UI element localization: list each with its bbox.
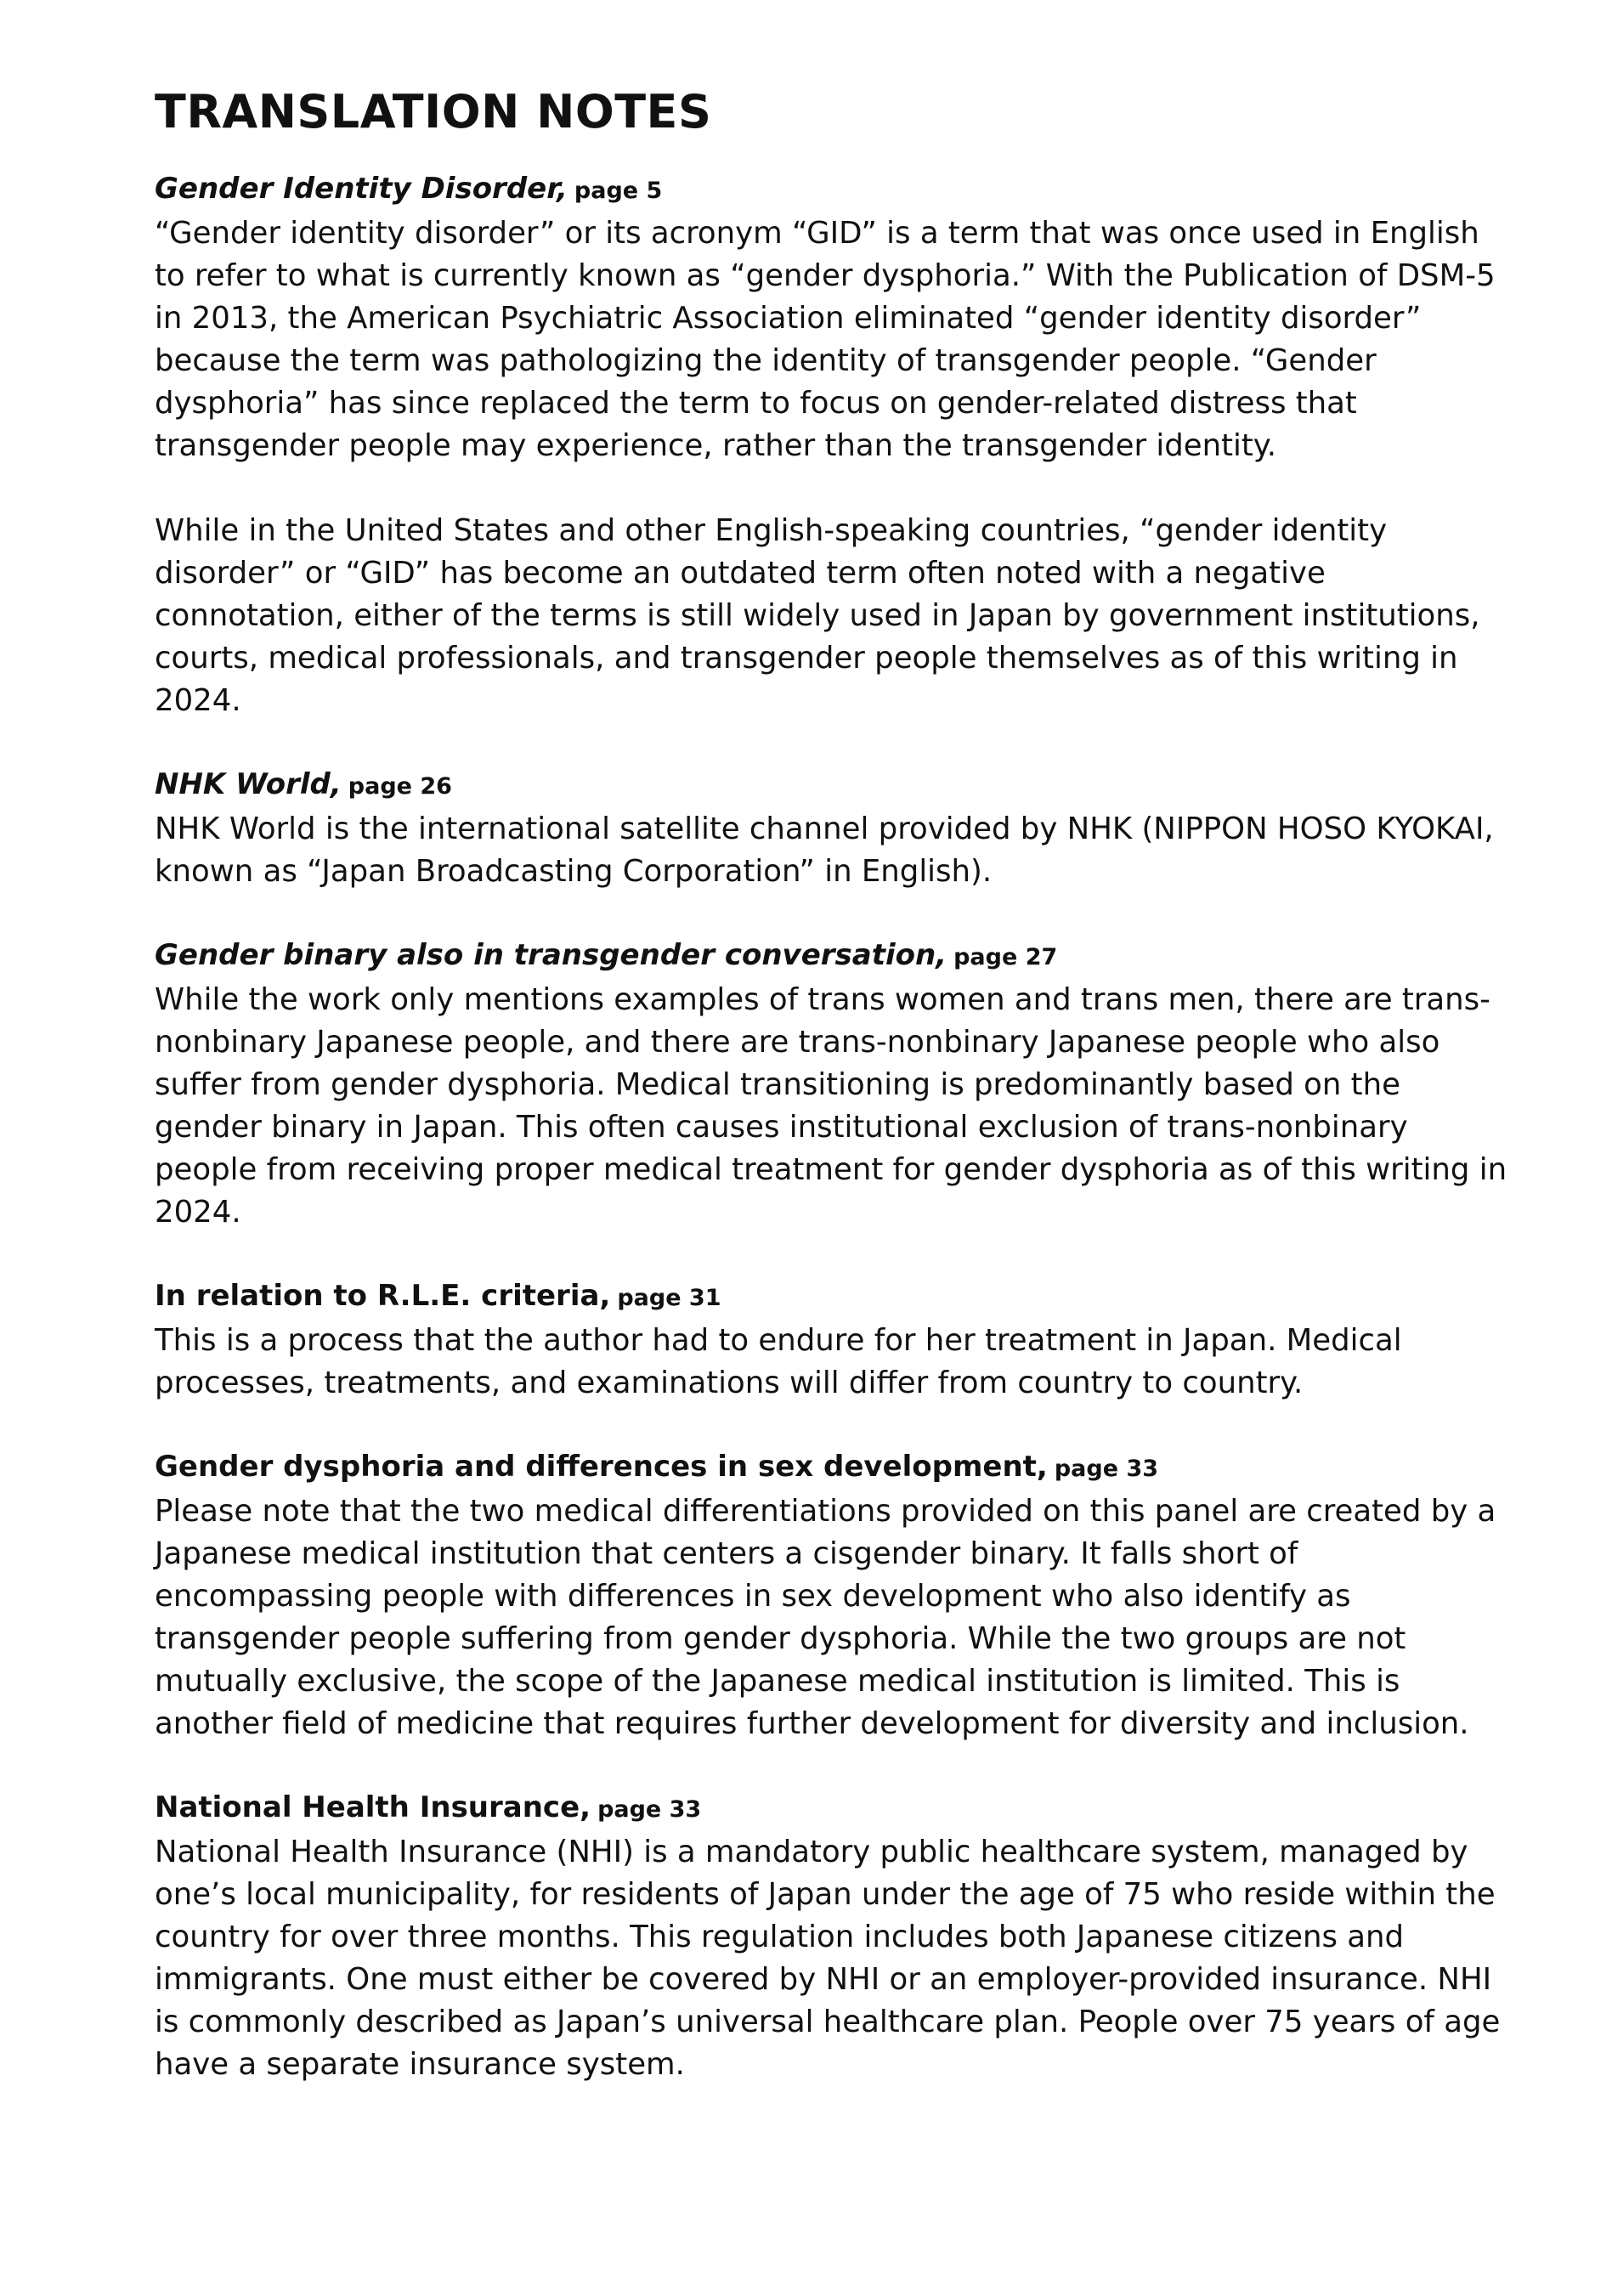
note-term: Gender Identity Disorder, — [155, 171, 568, 206]
note-paragraph: While the work only mentions examples of trans women and trans men, there are trans-nonbinary Japanese people, and there are trans-nonbinary Japanese people who also suffer from gender dysphoria. Medical transitioning is predominantly based on the gender binary in Japan. This often causes institutional exclusion of trans-nonbinary people from receiving proper medical treatment for gender dysphoria as of this writing in 2024. — [155, 981, 1507, 1230]
note-rle-criteria — [155, 1275, 1514, 1405]
note-gender-identity-disorder — [155, 167, 1514, 722]
note-page-ref: page 33 — [1054, 1455, 1159, 1482]
note-heading — [155, 1275, 1514, 1320]
note-term: NHK World, — [155, 766, 342, 801]
note-term: In relation to R.L.E. criteria, — [155, 1278, 611, 1313]
note-page-ref: page 27 — [953, 943, 1058, 970]
note-paragraph: “Gender identity disorder” or its acronym “GID” is a term that was once used in English to refer to what is currently known as “gender dysphoria.” With the Publication of DSM-5 in 2013, the American Psychiatric Association eliminated “gender identity disorder” because the term was pathologizing the identity of transgender people. “Gender dysphoria” has since replaced the term to focus on gender-related distress that transgender people may experience, rather than the transgender identity. — [155, 215, 1496, 463]
note-paragraph: National Health Insurance (NHI) is a mandatory public healthcare system, managed by one’s local municipality, for residents of Japan under the age of 75 who reside within the country for over three months. This regulation includes both Japanese citizens and immigrants. One must either be covered by NHI or an employer-provided insurance. NHI is commonly described as Japan’s universal healthcare plan. People over 75 years of age have a separate insurance system. — [155, 1834, 1501, 2082]
note-gender-dysphoria-dsd — [155, 1445, 1514, 1745]
note-page-ref: page 33 — [597, 1796, 702, 1823]
note-gender-binary — [155, 934, 1514, 1234]
note-page-ref: page 5 — [574, 177, 663, 204]
note-term: National Health Insurance, — [155, 1790, 591, 1824]
page-title: TRANSLATION NOTES — [155, 85, 712, 139]
note-page-ref: page 26 — [348, 772, 452, 800]
translation-notes-page — [155, 85, 1514, 2127]
note-paragraph: NHK World is the international satellite channel provided by NHK (NIPPON HOSO KYOKAI, known as “Japan Broadcasting Corporation” in English). — [155, 811, 1494, 889]
note-national-health-insurance — [155, 1786, 1514, 2086]
note-heading — [155, 934, 1514, 979]
note-term: Gender binary also in transgender conversation, — [155, 937, 947, 972]
note-heading — [155, 763, 1514, 808]
note-nhk-world — [155, 763, 1514, 893]
note-paragraph: Please note that the two medical differentiations provided on this panel are created by a Japanese medical institution that centers a cisgender binary. It falls short of encompassing people with differences in sex development who also identify as transgender people suffering from gender dysphoria. While the two groups are not mutually exclusive, the scope of the Japanese medical institution is limited. This is another field of medicine that requires further development for diversity and inclusion. — [155, 1493, 1496, 1741]
note-heading — [155, 1445, 1514, 1490]
note-term: Gender dysphoria and differences in sex development, — [155, 1449, 1048, 1484]
note-heading — [155, 1786, 1514, 1831]
note-paragraph: This is a process that the author had to endure for her treatment in Japan. Medical processes, treatments, and examinations will differ from country to country. — [155, 1322, 1402, 1400]
note-heading — [155, 167, 1514, 212]
note-page-ref: page 31 — [617, 1284, 721, 1311]
note-paragraph: While in the United States and other English-speaking countries, “gender identity disorder” or “GID” has become an outdated term often noted with a negative connotation, either of the terms is still widely used in Japan by government institutions, courts, medical professionals, and transgender people themselves as of this writing in 2024. — [155, 512, 1480, 718]
